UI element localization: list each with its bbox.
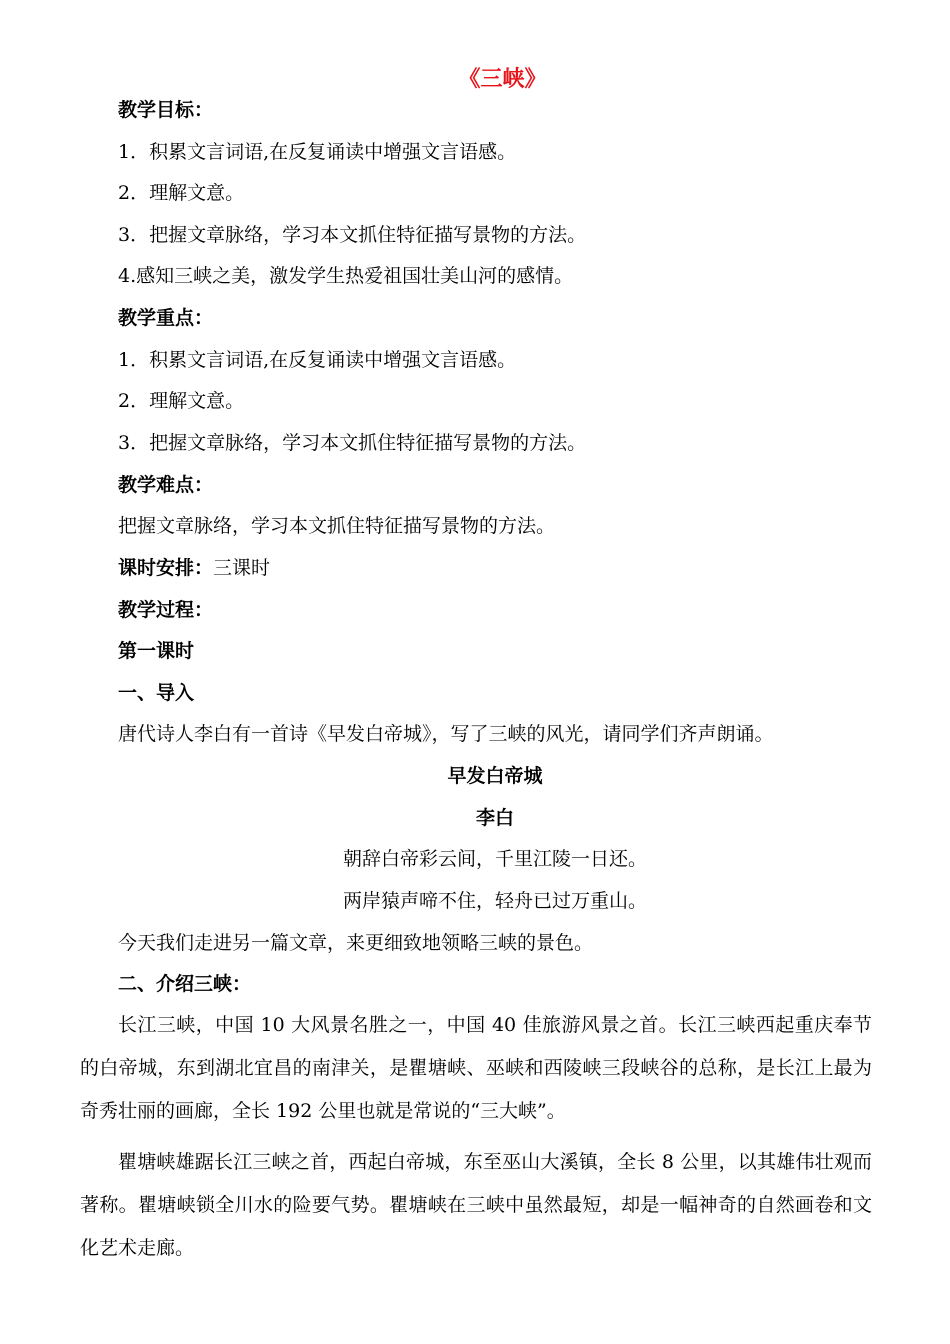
difficulty-heading: 教学难点：	[118, 474, 214, 496]
section1-intro: 唐代诗人李白有一首诗《早发白帝城》，写了三峡的风光，请同学们齐声朗诵。	[118, 723, 774, 745]
schedule-label: 课时安排：	[118, 557, 214, 579]
section1-outro: 今天我们走进另一篇文章，来更细致地领略三峡的景色。	[118, 932, 594, 954]
section2-heading: 二、介绍三峡：	[118, 973, 252, 995]
poem-line: 两岸猿声啼不住，轻舟已过万重山。	[342, 890, 647, 912]
section1-heading: 一、导入	[118, 682, 195, 704]
poem-title: 早发白帝城	[447, 765, 543, 787]
goal-item: 2．理解文意。	[118, 182, 245, 204]
key-points-heading: 教学重点：	[118, 307, 214, 329]
schedule-value: 三课时	[213, 557, 271, 579]
difficulty-text: 把握文章脉络，学习本文抓住特征描写景物的方法。	[118, 515, 556, 537]
section2-paragraph: 瞿塘峡雄踞长江三峡之首，西起白帝城，东至巫山大溪镇，全长 8 公里，以其雄伟壮观而著称。瞿塘峡锁全川水的险要气势。瞿塘峡在三峡中虽然最短，却是一幅神奇的自然画卷和文化艺术走廊。	[80, 1151, 872, 1259]
poem-author: 李白	[475, 807, 514, 829]
process-heading: 教学过程：	[118, 599, 214, 621]
schedule-line	[118, 556, 270, 580]
poem-line: 朝辞白帝彩云间，千里江陵一日还。	[342, 848, 647, 870]
lesson-heading: 第一课时	[118, 640, 195, 662]
goal-item: 3．把握文章脉络，学习本文抓住特征描写景物的方法。	[118, 224, 587, 246]
section2-paragraph: 长江三峡，中国 10 大风景名胜之一，中国 40 佳旅游风景之首。长江三峡西起重庆奉节的白帝城，东到湖北宜昌的南津关，是瞿塘峡、巫峡和西陵峡三段峡谷的总称，是长江上最为奇秀壮丽的画廊，全长 192 公里也就是常说的“三大峡”。	[80, 1014, 872, 1122]
page-title: 《三峡》	[458, 67, 547, 92]
goals-heading: 教学目标：	[118, 99, 214, 121]
key-point-item: 3．把握文章脉络，学习本文抓住特征描写景物的方法。	[118, 432, 587, 454]
key-point-item: 1．积累文言词语,在反复诵读中增强文言语感。	[118, 349, 517, 371]
key-point-item: 2．理解文意。	[118, 390, 245, 412]
goal-item: 1．积累文言词语,在反复诵读中增强文言语感。	[118, 141, 517, 163]
goal-item: 4.感知三峡之美，激发学生热爱祖国壮美山河的感情。	[118, 265, 574, 287]
